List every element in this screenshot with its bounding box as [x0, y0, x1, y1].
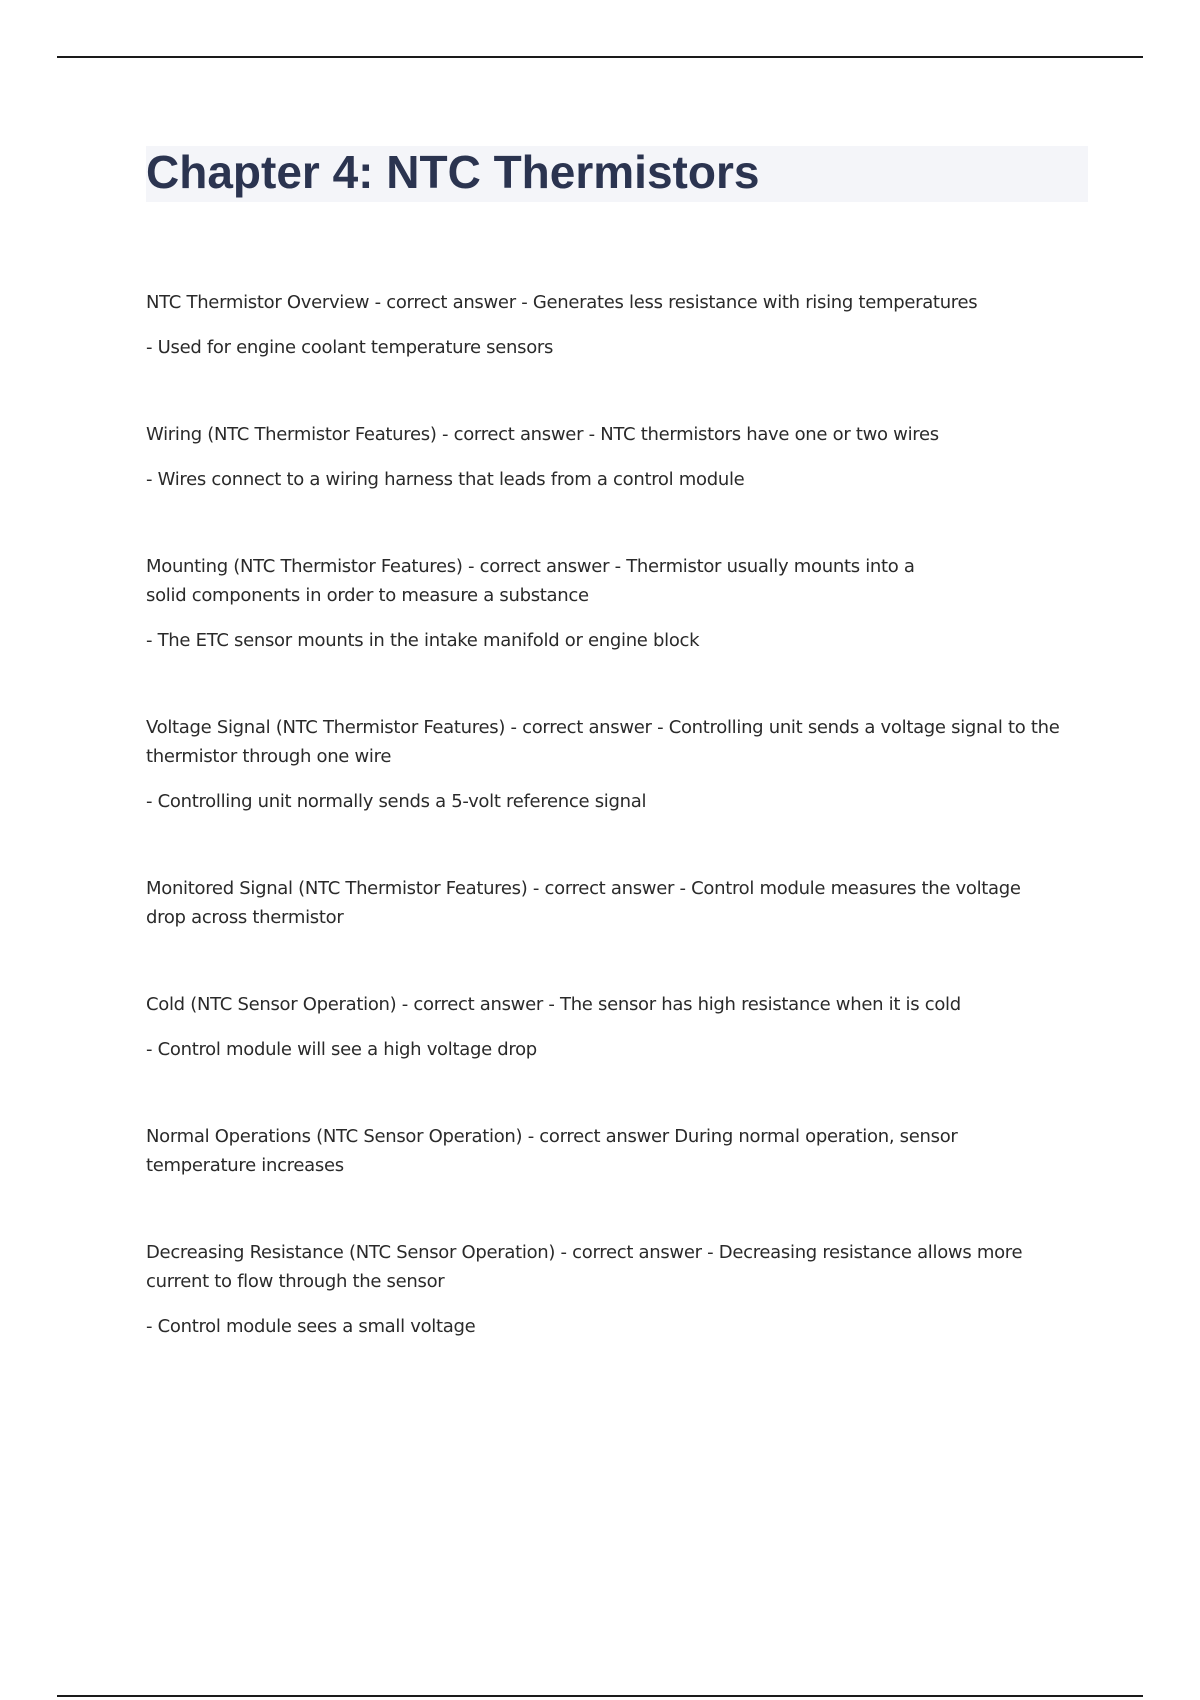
entry-text: Mounting (NTC Thermistor Features) - correct answer - Thermistor usually mounts into a solid components in order to measure a substance [146, 556, 915, 606]
entry-note: - Controlling unit normally sends a 5-volt reference signal [146, 791, 647, 812]
top-rule [57, 56, 1143, 58]
entry-normal-operations [146, 1122, 1086, 1180]
entry-decreasing-resistance [146, 1238, 1086, 1341]
entry-text: Voltage Signal (NTC Thermistor Features) - correct answer - Controlling unit sends a voltage signal to the thermistor through one wire [146, 717, 1060, 767]
entry-monitored-signal [146, 874, 1086, 932]
entry-note: - Used for engine coolant temperature sensors [146, 337, 554, 358]
document-body [146, 288, 1086, 1399]
entry-text: Wiring (NTC Thermistor Features) - correct answer - NTC thermistors have one or two wires [146, 424, 939, 445]
entry-cold [146, 990, 1086, 1064]
entry-overview [146, 288, 1086, 362]
entry-note: - The ETC sensor mounts in the intake manifold or engine block [146, 630, 700, 651]
entry-text: Cold (NTC Sensor Operation) - correct answer - The sensor has high resistance when it is cold [146, 994, 961, 1015]
entry-text: Decreasing Resistance (NTC Sensor Operation) - correct answer - Decreasing resistance allows more current to flow through the sensor [146, 1242, 1023, 1292]
entry-wiring [146, 420, 1086, 494]
entry-mounting [146, 552, 1086, 655]
entry-voltage-signal [146, 713, 1086, 816]
entry-note: - Control module sees a small voltage [146, 1316, 476, 1337]
entry-text: Monitored Signal (NTC Thermistor Features) - correct answer - Control module measures the voltage drop across thermistor [146, 878, 1021, 928]
bottom-rule [57, 1695, 1143, 1697]
entry-note: - Control module will see a high voltage drop [146, 1039, 537, 1060]
entry-text: Normal Operations (NTC Sensor Operation) - correct answer During normal operation, sensor temperature increases [146, 1126, 958, 1176]
entry-note: - Wires connect to a wiring harness that leads from a control module [146, 469, 745, 490]
page-title: Chapter 4: NTC Thermistors [146, 146, 760, 198]
entry-text: NTC Thermistor Overview - correct answer - Generates less resistance with rising temperatures [146, 292, 978, 313]
